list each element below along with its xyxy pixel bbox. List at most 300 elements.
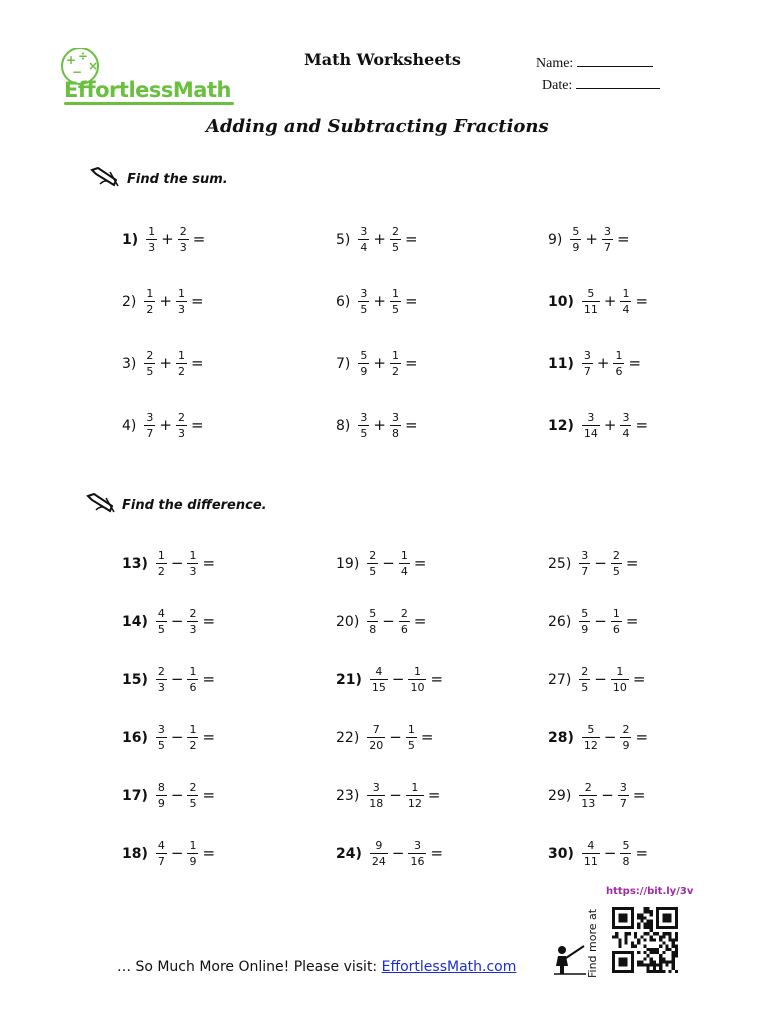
fraction	[582, 350, 593, 377]
fraction	[358, 226, 369, 253]
equals-sign: =	[202, 554, 216, 572]
problem-number: 28)	[548, 729, 574, 746]
operator: +	[373, 292, 386, 310]
problem-number: 30)	[548, 845, 574, 862]
equals-sign: =	[635, 292, 649, 310]
operator: −	[603, 844, 617, 862]
operator: +	[373, 354, 386, 372]
equals-sign: =	[202, 612, 216, 630]
fraction	[187, 608, 198, 635]
problem-item	[548, 350, 643, 377]
numerator: 1	[189, 665, 197, 678]
numerator: 5	[581, 607, 589, 620]
equals-sign: =	[427, 786, 441, 804]
problem-item	[336, 666, 445, 693]
problem-number: 13)	[122, 555, 148, 572]
problem-number: 20)	[336, 613, 360, 630]
problem-number: 25)	[548, 555, 572, 572]
operator: −	[601, 786, 614, 804]
denominator: 2	[189, 739, 197, 752]
fraction	[399, 608, 410, 635]
numerator: 8	[157, 781, 165, 794]
numerator: 2	[391, 225, 399, 238]
problem-item	[122, 724, 217, 751]
svg-text:÷: ÷	[78, 49, 89, 63]
denominator: 18	[369, 797, 384, 810]
problem-number: 26)	[548, 613, 572, 630]
logo-text: EffortlessMath	[64, 78, 231, 102]
fraction	[156, 724, 167, 751]
operator: +	[596, 354, 610, 372]
numerator: 3	[619, 781, 627, 794]
numerator: 1	[413, 665, 421, 678]
section-heading-sum: Find the sum.	[127, 172, 228, 187]
logo-underline	[64, 102, 234, 105]
denominator: 6	[615, 365, 623, 378]
denominator: 9	[189, 855, 197, 868]
numerator: 4	[157, 839, 165, 852]
numerator: 1	[177, 349, 185, 362]
pencil-icon	[86, 492, 116, 514]
equals-sign: =	[202, 670, 216, 688]
fraction	[187, 550, 198, 577]
problem-number: 4)	[122, 417, 137, 434]
numerator: 2	[189, 607, 197, 620]
numerator: 2	[189, 781, 197, 794]
denominator: 7	[581, 565, 589, 578]
equals-sign: =	[625, 554, 639, 572]
denominator: 3	[177, 303, 185, 316]
problem-number: 11)	[548, 355, 574, 372]
numerator: 9	[375, 839, 383, 852]
equals-sign: =	[632, 670, 646, 688]
svg-text:+: +	[66, 53, 77, 67]
problem-number: 21)	[336, 671, 362, 688]
numerator: 4	[375, 665, 383, 678]
problem-number: 7)	[336, 355, 351, 372]
numerator: 5	[360, 349, 368, 362]
denominator: 9	[360, 365, 368, 378]
fraction	[176, 288, 187, 315]
denominator: 11	[583, 855, 598, 868]
fraction	[582, 412, 600, 439]
problem-number: 14)	[122, 613, 148, 630]
numerator: 1	[622, 287, 630, 300]
denominator: 9	[572, 241, 580, 254]
operator: −	[594, 612, 607, 630]
numerator: 1	[157, 549, 165, 562]
denominator: 2	[391, 365, 399, 378]
fraction	[408, 666, 426, 693]
denominator: 20	[369, 739, 384, 752]
operator: +	[373, 230, 386, 248]
operator: −	[594, 670, 607, 688]
denominator: 5	[407, 739, 415, 752]
problem-item	[548, 412, 650, 439]
operator: −	[389, 786, 402, 804]
numerator: 1	[407, 723, 415, 736]
problem-item	[336, 288, 420, 315]
denominator: 3	[157, 681, 165, 694]
fraction	[602, 226, 613, 253]
problem-item	[548, 666, 647, 693]
problem-number: 27)	[548, 671, 572, 688]
denominator: 5	[391, 241, 399, 254]
denominator: 4	[360, 241, 368, 254]
problem-number: 19)	[336, 555, 360, 572]
numerator: 1	[146, 287, 154, 300]
problem-number: 22)	[336, 729, 360, 746]
problem-item	[336, 782, 442, 809]
operator: −	[170, 670, 184, 688]
denominator: 3	[179, 241, 187, 254]
numerator: 3	[360, 225, 368, 238]
problem-number: 8)	[336, 417, 351, 434]
pencil-icon	[90, 166, 120, 188]
section-heading-difference: Find the difference.	[122, 498, 267, 513]
fraction	[579, 550, 590, 577]
fraction	[582, 288, 600, 315]
fraction	[370, 840, 388, 867]
fraction	[156, 550, 167, 577]
denominator: 24	[371, 855, 386, 868]
numerator: 4	[587, 839, 595, 852]
operator: +	[585, 230, 598, 248]
problem-item	[336, 412, 420, 439]
numerator: 3	[146, 411, 154, 424]
numerator: 3	[360, 287, 368, 300]
numerator: 3	[581, 549, 589, 562]
operator: +	[159, 416, 172, 434]
problem-item	[548, 782, 647, 809]
denominator: 6	[612, 623, 620, 636]
operator: −	[382, 554, 395, 572]
problem-number: 1)	[122, 231, 139, 248]
fraction	[187, 782, 198, 809]
problem-item	[122, 782, 217, 809]
fraction	[620, 724, 631, 751]
equals-sign: =	[202, 728, 216, 746]
numerator: 2	[612, 549, 620, 562]
denominator: 2	[157, 565, 165, 578]
teacher-pointing-icon	[552, 940, 588, 976]
equals-sign: =	[413, 612, 427, 630]
equals-sign: =	[404, 230, 418, 248]
fraction	[176, 350, 187, 377]
denominator: 10	[612, 681, 627, 694]
fraction	[358, 288, 369, 315]
equals-sign: =	[632, 786, 646, 804]
numerator: 1	[189, 723, 197, 736]
equals-sign: =	[430, 670, 444, 688]
fraction	[144, 288, 155, 315]
numerator: 3	[372, 781, 380, 794]
problem-number: 23)	[336, 787, 360, 804]
numerator: 2	[622, 723, 630, 736]
fraction	[390, 412, 401, 439]
equals-sign: =	[202, 844, 216, 862]
fraction	[156, 840, 167, 867]
name-field	[536, 54, 653, 72]
fraction	[611, 550, 622, 577]
fraction	[178, 226, 189, 253]
equals-sign: =	[190, 416, 204, 434]
problem-item	[336, 550, 428, 577]
denominator: 10	[410, 681, 425, 694]
numerator: 5	[587, 287, 595, 300]
numerator: 1	[177, 287, 185, 300]
numerator: 3	[391, 411, 399, 424]
footer-text	[117, 959, 516, 975]
operator: −	[594, 554, 607, 572]
denominator: 5	[360, 303, 368, 316]
numerator: 1	[148, 225, 156, 238]
numerator: 1	[400, 549, 408, 562]
operator: +	[159, 354, 172, 372]
find-more-label: Find more at	[586, 908, 599, 978]
numerator: 3	[603, 225, 611, 238]
denominator: 5	[157, 623, 165, 636]
denominator: 5	[391, 303, 399, 316]
fraction	[144, 412, 155, 439]
numerator: 2	[157, 665, 165, 678]
denominator: 3	[148, 241, 156, 254]
problem-number: 2)	[122, 293, 137, 310]
problem-number: 18)	[122, 845, 148, 862]
denominator: 7	[619, 797, 627, 810]
denominator: 11	[583, 303, 598, 316]
denominator: 3	[189, 565, 197, 578]
denominator: 4	[622, 427, 630, 440]
fraction	[367, 724, 385, 751]
denominator: 9	[622, 739, 630, 752]
svg-text:×: ×	[88, 59, 99, 73]
numerator: 5	[369, 607, 377, 620]
svg-text:−: −	[72, 65, 83, 79]
denominator: 5	[157, 739, 165, 752]
problem-number: 29)	[548, 787, 572, 804]
fraction	[408, 840, 426, 867]
problem-item	[122, 350, 206, 377]
problem-item	[336, 724, 435, 751]
denominator: 7	[603, 241, 611, 254]
fraction	[156, 782, 167, 809]
numerator: 5	[572, 225, 580, 238]
problem-item	[336, 840, 445, 867]
equals-sign: =	[404, 416, 418, 434]
operator: −	[170, 844, 184, 862]
operator: −	[170, 612, 184, 630]
equals-sign: =	[420, 728, 434, 746]
fraction	[406, 724, 417, 751]
problem-item	[122, 608, 217, 635]
operator: +	[161, 230, 174, 248]
denominator: 6	[400, 623, 408, 636]
equals-sign: =	[413, 554, 427, 572]
fraction	[611, 608, 622, 635]
numerator: 2	[179, 225, 187, 238]
fraction	[406, 782, 424, 809]
equals-sign: =	[404, 292, 418, 310]
denominator: 7	[157, 855, 165, 868]
qr-code-icon[interactable]	[612, 907, 678, 973]
fraction	[390, 288, 401, 315]
fraction	[156, 666, 167, 693]
short-link[interactable]: https://bit.ly/3v	[606, 886, 694, 897]
operator: −	[170, 786, 184, 804]
fraction	[582, 724, 600, 751]
denominator: 13	[581, 797, 596, 810]
denominator: 8	[369, 623, 377, 636]
denominator: 8	[391, 427, 399, 440]
problem-number: 15)	[122, 671, 148, 688]
fraction	[187, 666, 198, 693]
fraction	[367, 550, 378, 577]
denominator: 4	[622, 303, 630, 316]
operator: −	[382, 612, 395, 630]
denominator: 6	[189, 681, 197, 694]
operator: −	[391, 670, 405, 688]
numerator: 3	[583, 349, 591, 362]
problem-item	[122, 412, 206, 439]
fraction	[144, 350, 155, 377]
fraction	[358, 412, 369, 439]
equals-sign: =	[190, 292, 204, 310]
denominator: 4	[400, 565, 408, 578]
equals-sign: =	[202, 786, 216, 804]
problem-number: 24)	[336, 845, 362, 862]
fraction	[579, 608, 590, 635]
problem-number: 6)	[336, 293, 351, 310]
problem-item	[122, 226, 207, 253]
name-label: Name:	[536, 56, 574, 71]
numerator: 3	[587, 411, 595, 424]
equals-sign: =	[635, 416, 649, 434]
fraction	[367, 782, 385, 809]
denominator: 2	[177, 365, 185, 378]
denominator: 3	[189, 623, 197, 636]
fraction	[390, 226, 401, 253]
fraction	[187, 840, 198, 867]
denominator: 5	[612, 565, 620, 578]
operator: −	[391, 844, 405, 862]
numerator: 5	[587, 723, 595, 736]
problem-item	[548, 288, 650, 315]
fraction	[582, 840, 600, 867]
problem-number: 10)	[548, 293, 574, 310]
denominator: 5	[189, 797, 197, 810]
problem-item	[548, 608, 640, 635]
denominator: 8	[622, 855, 630, 868]
numerator: 4	[157, 607, 165, 620]
fraction	[620, 840, 631, 867]
problem-number: 17)	[122, 787, 148, 804]
equals-sign: =	[430, 844, 444, 862]
denominator: 5	[581, 681, 589, 694]
numerator: 1	[391, 287, 399, 300]
fraction	[156, 608, 167, 635]
numerator: 1	[612, 607, 620, 620]
numerator: 2	[177, 411, 185, 424]
numerator: 1	[615, 349, 623, 362]
footer-link[interactable]: EffortlessMath.com	[381, 959, 517, 975]
denominator: 12	[583, 739, 598, 752]
operator: +	[159, 292, 172, 310]
fraction	[176, 412, 187, 439]
equals-sign: =	[635, 844, 649, 862]
denominator: 9	[581, 623, 589, 636]
fraction	[618, 782, 629, 809]
numerator: 3	[157, 723, 165, 736]
fraction	[370, 666, 388, 693]
problem-item	[122, 840, 217, 867]
fraction	[620, 288, 631, 315]
numerator: 1	[616, 665, 624, 678]
problem-number: 12)	[548, 417, 574, 434]
problem-item	[336, 350, 420, 377]
operator: −	[170, 728, 184, 746]
equals-sign: =	[628, 354, 642, 372]
problem-item	[548, 724, 650, 751]
numerator: 2	[581, 665, 589, 678]
numerator: 1	[391, 349, 399, 362]
denominator: 7	[583, 365, 591, 378]
numerator: 3	[622, 411, 630, 424]
equals-sign: =	[404, 354, 418, 372]
numerator: 2	[584, 781, 592, 794]
problem-item	[548, 550, 640, 577]
problem-item	[336, 226, 420, 253]
equals-sign: =	[616, 230, 630, 248]
date-field	[542, 76, 660, 94]
name-blank-line	[577, 54, 653, 67]
denominator: 3	[177, 427, 185, 440]
fraction	[390, 350, 401, 377]
operator: −	[389, 728, 402, 746]
denominator: 14	[583, 427, 598, 440]
denominator: 2	[146, 303, 154, 316]
numerator: 1	[189, 839, 197, 852]
footer-message: … So Much More Online! Please visit:	[117, 959, 382, 975]
fraction	[358, 350, 369, 377]
header-title: Math Worksheets	[304, 50, 461, 69]
problem-item	[122, 550, 217, 577]
numerator: 7	[372, 723, 380, 736]
fraction	[620, 412, 631, 439]
numerator: 3	[360, 411, 368, 424]
denominator: 5	[146, 365, 154, 378]
equals-sign: =	[192, 230, 206, 248]
problem-item	[122, 666, 217, 693]
date-blank-line	[576, 76, 660, 89]
numerator: 5	[622, 839, 630, 852]
numerator: 2	[400, 607, 408, 620]
operator: +	[603, 416, 617, 434]
denominator: 12	[407, 797, 422, 810]
date-label: Date:	[542, 78, 573, 93]
problem-number: 3)	[122, 355, 137, 372]
problem-item	[548, 226, 632, 253]
problem-number: 5)	[336, 231, 351, 248]
equals-sign: =	[190, 354, 204, 372]
fraction	[579, 666, 590, 693]
operator: +	[373, 416, 386, 434]
problem-number: 16)	[122, 729, 148, 746]
fraction	[570, 226, 581, 253]
numerator: 3	[413, 839, 421, 852]
fraction	[367, 608, 378, 635]
worksheet-title: Adding and Subtracting Fractions	[206, 116, 549, 137]
